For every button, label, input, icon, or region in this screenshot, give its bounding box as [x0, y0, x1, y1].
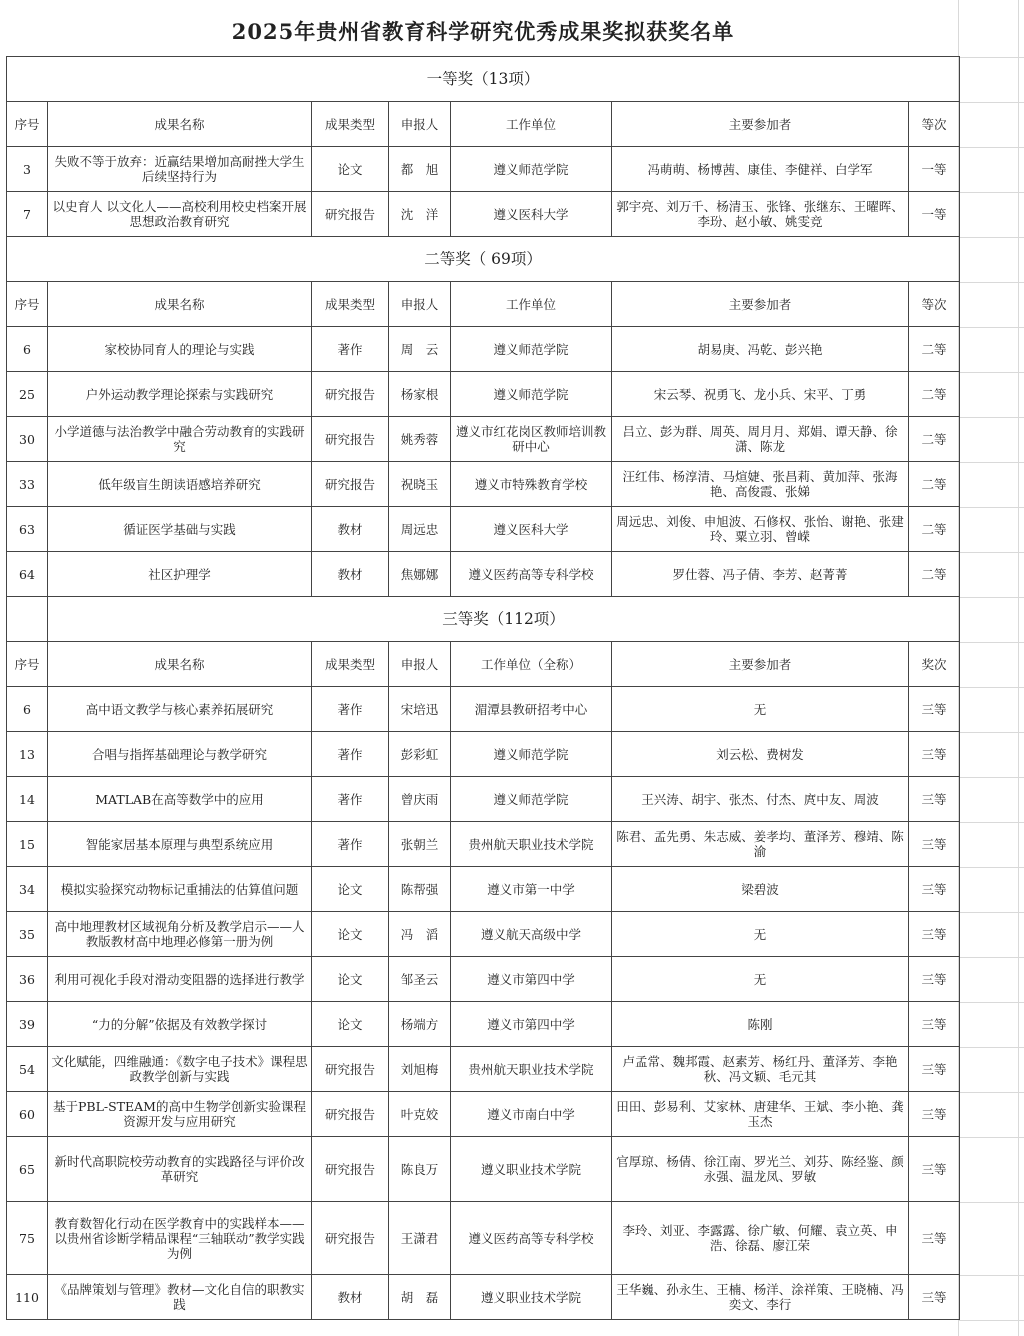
cell-title: 失败不等于放弃：近赢结果增加高耐挫大学生后续坚持行为: [48, 147, 312, 192]
cell-applicant: 都 旭: [389, 147, 451, 192]
cell-participants: 无: [612, 912, 909, 957]
cell-title: 合唱与指挥基础理论与教学研究: [48, 732, 312, 777]
header-index: 序号: [7, 282, 48, 327]
cell-type: 著作: [312, 327, 389, 372]
cell-type: 论文: [312, 912, 389, 957]
cell-type: 著作: [312, 822, 389, 867]
table-row: [7, 1002, 960, 1047]
cell-index: 75: [7, 1202, 48, 1275]
header-type: 成果类型: [312, 642, 389, 687]
sheet-gridline: [958, 192, 1024, 193]
cell-type: 研究报告: [312, 1137, 389, 1202]
cell-type: 研究报告: [312, 1047, 389, 1092]
cell-title: 利用可视化手段对滑动变阻器的选择进行教学: [48, 957, 312, 1002]
header-applicant: 申报人: [389, 102, 451, 147]
cell-title: 智能家居基本原理与典型系统应用: [48, 822, 312, 867]
cell-unit: 遵义师范学院: [451, 777, 612, 822]
sheet-gridline: [958, 327, 1024, 328]
header-grade: 等次: [909, 282, 960, 327]
sheet-gridline: [958, 372, 1024, 373]
cell-grade: 二等: [909, 372, 960, 417]
cell-grade: 三等: [909, 867, 960, 912]
sheet-gridline: [958, 57, 1024, 58]
cell-unit: 遵义医药高等专科学校: [451, 1202, 612, 1275]
cell-applicant: 刘旭梅: [389, 1047, 451, 1092]
cell-index: 25: [7, 372, 48, 417]
cell-unit: 遵义市南白中学: [451, 1092, 612, 1137]
sheet-gridline: [958, 867, 1024, 868]
table-row: [7, 1047, 960, 1092]
cell-title: 小学道德与法治教学中融合劳动教育的实践研究: [48, 417, 312, 462]
cell-title: 低年级盲生朗读语感培养研究: [48, 462, 312, 507]
sheet-gridline: [958, 957, 1024, 958]
table-row: [7, 777, 960, 822]
section-heading: 一等奖（13项）: [7, 57, 960, 102]
cell-index: 39: [7, 1002, 48, 1047]
cell-unit: 遵义医科大学: [451, 192, 612, 237]
cell-title: “力的分解”依据及有效教学探讨: [48, 1002, 312, 1047]
section-row: [7, 597, 960, 642]
cell-applicant: 王潇君: [389, 1202, 451, 1275]
sheet-gridline: [958, 462, 1024, 463]
cell-applicant: 周远忠: [389, 507, 451, 552]
cell-unit: 遵义市红花岗区教师培训教研中心: [451, 417, 612, 462]
cell-applicant: 陈良万: [389, 1137, 451, 1202]
header-applicant: 申报人: [389, 642, 451, 687]
sheet-gridline: [958, 507, 1024, 508]
cell-title: 模拟实验探究动物标记重捕法的估算值问题: [48, 867, 312, 912]
cell-title: 户外运动教学理论探索与实践研究: [48, 372, 312, 417]
cell-type: 论文: [312, 867, 389, 912]
cell-title: 《品牌策划与管理》教材—文化自信的职教实践: [48, 1275, 312, 1320]
cell-index: 7: [7, 192, 48, 237]
cell-index: 6: [7, 687, 48, 732]
cell-applicant: 沈 洋: [389, 192, 451, 237]
cell-participants: 吕立、彭为群、周英、周月月、郑娟、谭天静、徐潇、陈龙: [612, 417, 909, 462]
cell-index: 35: [7, 912, 48, 957]
sheet-gridline: [958, 1275, 1024, 1276]
cell-applicant: 周 云: [389, 327, 451, 372]
cell-title: 社区护理学: [48, 552, 312, 597]
sheet-gridline: [958, 1002, 1024, 1003]
sheet-gridline: [958, 147, 1024, 148]
cell-unit: 遵义市第一中学: [451, 867, 612, 912]
cell-participants: 官厚琼、杨倩、徐江南、罗光兰、刘芬、陈经鉴、颜永强、温龙凤、罗敏: [612, 1137, 909, 1202]
cell-grade: 二等: [909, 417, 960, 462]
cell-applicant: 杨家根: [389, 372, 451, 417]
table-row: [7, 417, 960, 462]
cell-type: 教材: [312, 552, 389, 597]
cell-title: MATLAB在高等数学中的应用: [48, 777, 312, 822]
section-row: [7, 237, 960, 282]
cell-title: 高中语文教学与核心素养拓展研究: [48, 687, 312, 732]
cell-title: 家校协同育人的理论与实践: [48, 327, 312, 372]
table-row: [7, 192, 960, 237]
cell-type: 教材: [312, 507, 389, 552]
cell-grade: 三等: [909, 912, 960, 957]
table-row: [7, 462, 960, 507]
cell-type: 研究报告: [312, 462, 389, 507]
header-type: 成果类型: [312, 282, 389, 327]
cell-grade: 三等: [909, 1047, 960, 1092]
cell-type: 研究报告: [312, 1202, 389, 1275]
cell-applicant: 陈帮强: [389, 867, 451, 912]
section-row: [7, 57, 960, 102]
cell-type: 论文: [312, 147, 389, 192]
cell-grade: 三等: [909, 732, 960, 777]
cell-index: 15: [7, 822, 48, 867]
cell-type: 教材: [312, 1275, 389, 1320]
cell-applicant: 焦娜娜: [389, 552, 451, 597]
header-participants: 主要参加者: [612, 102, 909, 147]
table-row: [7, 1137, 960, 1202]
header-participants: 主要参加者: [612, 282, 909, 327]
header-title: 成果名称: [48, 102, 312, 147]
cell-unit: 遵义医药高等专科学校: [451, 552, 612, 597]
section-heading: 二等奖（ 69项）: [7, 237, 960, 282]
sheet-gridline: [958, 1202, 1024, 1203]
cell-participants: 陈君、孟先勇、朱志威、姜孝均、董泽芳、穆靖、陈渝: [612, 822, 909, 867]
table-row: [7, 1092, 960, 1137]
cell-title: 循证医学基础与实践: [48, 507, 312, 552]
cell-grade: 二等: [909, 552, 960, 597]
cell-participants: 周远忠、刘俊、申旭波、石修权、张怡、谢艳、张建玲、粟立羽、曾嵘: [612, 507, 909, 552]
sheet-gridline: [958, 687, 1024, 688]
header-index: 序号: [7, 102, 48, 147]
cell-applicant: 叶克姣: [389, 1092, 451, 1137]
cell-participants: 王兴涛、胡宇、张杰、付杰、庹中友、周波: [612, 777, 909, 822]
cell-unit: 遵义职业技术学院: [451, 1137, 612, 1202]
cell-participants: 无: [612, 957, 909, 1002]
sheet-gridline: [958, 597, 1024, 598]
cell-unit: 遵义航天高级中学: [451, 912, 612, 957]
header-title: 成果名称: [48, 282, 312, 327]
cell-index: 30: [7, 417, 48, 462]
cell-index: 110: [7, 1275, 48, 1320]
sheet-gridline: [958, 237, 1024, 238]
cell-index: 60: [7, 1092, 48, 1137]
cell-type: 著作: [312, 687, 389, 732]
table-row: [7, 327, 960, 372]
table-row: [7, 687, 960, 732]
cell-type: 著作: [312, 732, 389, 777]
cell-type: 研究报告: [312, 1092, 389, 1137]
header-participants: 主要参加者: [612, 642, 909, 687]
table-row: [7, 912, 960, 957]
table-row: [7, 1202, 960, 1275]
header-unit: 工作单位: [451, 102, 612, 147]
cell-unit: 贵州航天职业技术学院: [451, 1047, 612, 1092]
cell-index: 64: [7, 552, 48, 597]
cell-unit: 湄潭县教研招考中心: [451, 687, 612, 732]
cell-index: 63: [7, 507, 48, 552]
cell-grade: 二等: [909, 327, 960, 372]
cell-grade: 三等: [909, 822, 960, 867]
cell-unit: 遵义市特殊教育学校: [451, 462, 612, 507]
cell-grade: 三等: [909, 687, 960, 732]
cell-participants: 无: [612, 687, 909, 732]
cell-participants: 宋云琴、祝勇飞、龙小兵、宋平、丁勇: [612, 372, 909, 417]
header-title: 成果名称: [48, 642, 312, 687]
table-row: [7, 147, 960, 192]
cell-applicant: 邹圣云: [389, 957, 451, 1002]
cell-unit: 遵义医科大学: [451, 507, 612, 552]
sheet-gridline: [1018, 0, 1019, 1336]
cell-type: 论文: [312, 957, 389, 1002]
table-row: [7, 867, 960, 912]
cell-index: 6: [7, 327, 48, 372]
cell-title: 基于PBL-STEAM的高中生物学创新实验课程资源开发与应用研究: [48, 1092, 312, 1137]
cell-participants: 胡易庚、冯乾、彭兴艳: [612, 327, 909, 372]
table-row: [7, 957, 960, 1002]
cell-type: 研究报告: [312, 417, 389, 462]
table-row: [7, 822, 960, 867]
header-type: 成果类型: [312, 102, 389, 147]
cell-grade: 二等: [909, 507, 960, 552]
cell-grade: 一等: [909, 147, 960, 192]
cell-type: 研究报告: [312, 192, 389, 237]
header-row: [7, 642, 960, 687]
cell-participants: 陈刚: [612, 1002, 909, 1047]
cell-participants: 汪红伟、杨淳清、马煊婕、张昌莉、黄加萍、张海艳、高俊霞、张娣: [612, 462, 909, 507]
cell-index: 36: [7, 957, 48, 1002]
cell-applicant: 张朝兰: [389, 822, 451, 867]
cell-applicant: 杨端方: [389, 1002, 451, 1047]
cell-grade: 一等: [909, 192, 960, 237]
header-unit: 工作单位: [451, 282, 612, 327]
cell-applicant: 宋培迅: [389, 687, 451, 732]
cell-index: 34: [7, 867, 48, 912]
cell-grade: 三等: [909, 1275, 960, 1320]
cell-grade: 二等: [909, 462, 960, 507]
table-row: [7, 372, 960, 417]
cell-applicant: 祝晓玉: [389, 462, 451, 507]
sheet-gridline: [958, 732, 1024, 733]
sheet-gridline: [958, 912, 1024, 913]
cell-participants: 田田、彭易利、艾家林、唐建华、王斌、李小艳、龚玉杰: [612, 1092, 909, 1137]
sheet-gridline: [958, 1047, 1024, 1048]
cell-title: 教育数智化行动在医学教育中的实践样本——以贵州省诊断学精品课程“三轴联动”教学实践为例: [48, 1202, 312, 1275]
sheet-gridline: [958, 777, 1024, 778]
cell-type: 论文: [312, 1002, 389, 1047]
cell-title: 高中地理教材区域视角分析及教学启示——人教版教材高中地理必修第一册为例: [48, 912, 312, 957]
sheet-gridline: [958, 282, 1024, 283]
cell-title: 文化赋能，四维融通：《数字电子技术》课程思政教学创新与实践: [48, 1047, 312, 1092]
table-row: [7, 732, 960, 777]
header-unit: 工作单位（全称）: [451, 642, 612, 687]
cell-grade: 三等: [909, 1202, 960, 1275]
cell-unit: 遵义职业技术学院: [451, 1275, 612, 1320]
cell-unit: 遵义师范学院: [451, 147, 612, 192]
cell-unit: 贵州航天职业技术学院: [451, 822, 612, 867]
cell-index: 54: [7, 1047, 48, 1092]
header-index: 序号: [7, 642, 48, 687]
cell-applicant: 曾庆雨: [389, 777, 451, 822]
sheet-gridline: [958, 1092, 1024, 1093]
header-applicant: 申报人: [389, 282, 451, 327]
cell-unit: 遵义市第四中学: [451, 1002, 612, 1047]
header-row: [7, 102, 960, 147]
cell-unit: 遵义师范学院: [451, 372, 612, 417]
cell-participants: 郭宇亮、刘万千、杨清玉、张锋、张继东、王曜晖、李玢、赵小敏、姚雯竞: [612, 192, 909, 237]
table-row: [7, 1275, 960, 1320]
sheet-gridline: [958, 822, 1024, 823]
cell-grade: 三等: [909, 1092, 960, 1137]
header-grade: 奖次: [909, 642, 960, 687]
cell-applicant: 胡 磊: [389, 1275, 451, 1320]
cell-participants: 冯萌萌、杨博茜、康佳、李健祥、白学军: [612, 147, 909, 192]
cell-type: 研究报告: [312, 372, 389, 417]
cell-index: 13: [7, 732, 48, 777]
sheet-gridline: [958, 417, 1024, 418]
sheet-gridline: [958, 102, 1024, 103]
table-row: [7, 507, 960, 552]
cell-participants: 王华巍、孙永生、王楠、杨洋、涂祥策、王晓楠、冯奕文、李行: [612, 1275, 909, 1320]
cell-participants: 李玲、刘亚、李露露、徐广敏、何耀、袁立英、申浩、徐磊、廖江荣: [612, 1202, 909, 1275]
cell-grade: 三等: [909, 777, 960, 822]
cell-type: 著作: [312, 777, 389, 822]
cell-grade: 三等: [909, 1002, 960, 1047]
section-heading: 三等奖（112项）: [48, 597, 960, 642]
cell-index: 14: [7, 777, 48, 822]
cell-unit: 遵义师范学院: [451, 327, 612, 372]
cell-participants: 罗仕蓉、冯子倩、李芳、赵菁菁: [612, 552, 909, 597]
cell-participants: 梁碧波: [612, 867, 909, 912]
cell-unit: 遵义师范学院: [451, 732, 612, 777]
cell-title: 新时代高职院校劳动教育的实践路径与评价改革研究: [48, 1137, 312, 1202]
sheet-gridline: [958, 1320, 1024, 1321]
cell-applicant: 彭彩虹: [389, 732, 451, 777]
cell-index: 33: [7, 462, 48, 507]
header-row: [7, 282, 960, 327]
cell-unit: 遵义市第四中学: [451, 957, 612, 1002]
table-row: [7, 552, 960, 597]
section-spacer: [7, 597, 48, 642]
sheet-gridline: [958, 1137, 1024, 1138]
cell-applicant: 冯 滔: [389, 912, 451, 957]
cell-grade: 三等: [909, 1137, 960, 1202]
header-grade: 等次: [909, 102, 960, 147]
cell-participants: 刘云松、费树发: [612, 732, 909, 777]
cell-index: 3: [7, 147, 48, 192]
cell-participants: 卢孟常、魏邦霞、赵素芳、杨红丹、董泽芳、李艳秋、冯文颖、毛元其: [612, 1047, 909, 1092]
cell-title: 以史育人 以文化人——高校利用校史档案开展思想政治教育研究: [48, 192, 312, 237]
award-list-table: [6, 6, 960, 1320]
sheet-gridline: [958, 642, 1024, 643]
sheet-gridline: [958, 552, 1024, 553]
page-title: 2025年贵州省教育科学研究优秀成果奖拟获奖名单: [7, 6, 960, 57]
cell-grade: 三等: [909, 957, 960, 1002]
cell-applicant: 姚秀蓉: [389, 417, 451, 462]
cell-index: 65: [7, 1137, 48, 1202]
